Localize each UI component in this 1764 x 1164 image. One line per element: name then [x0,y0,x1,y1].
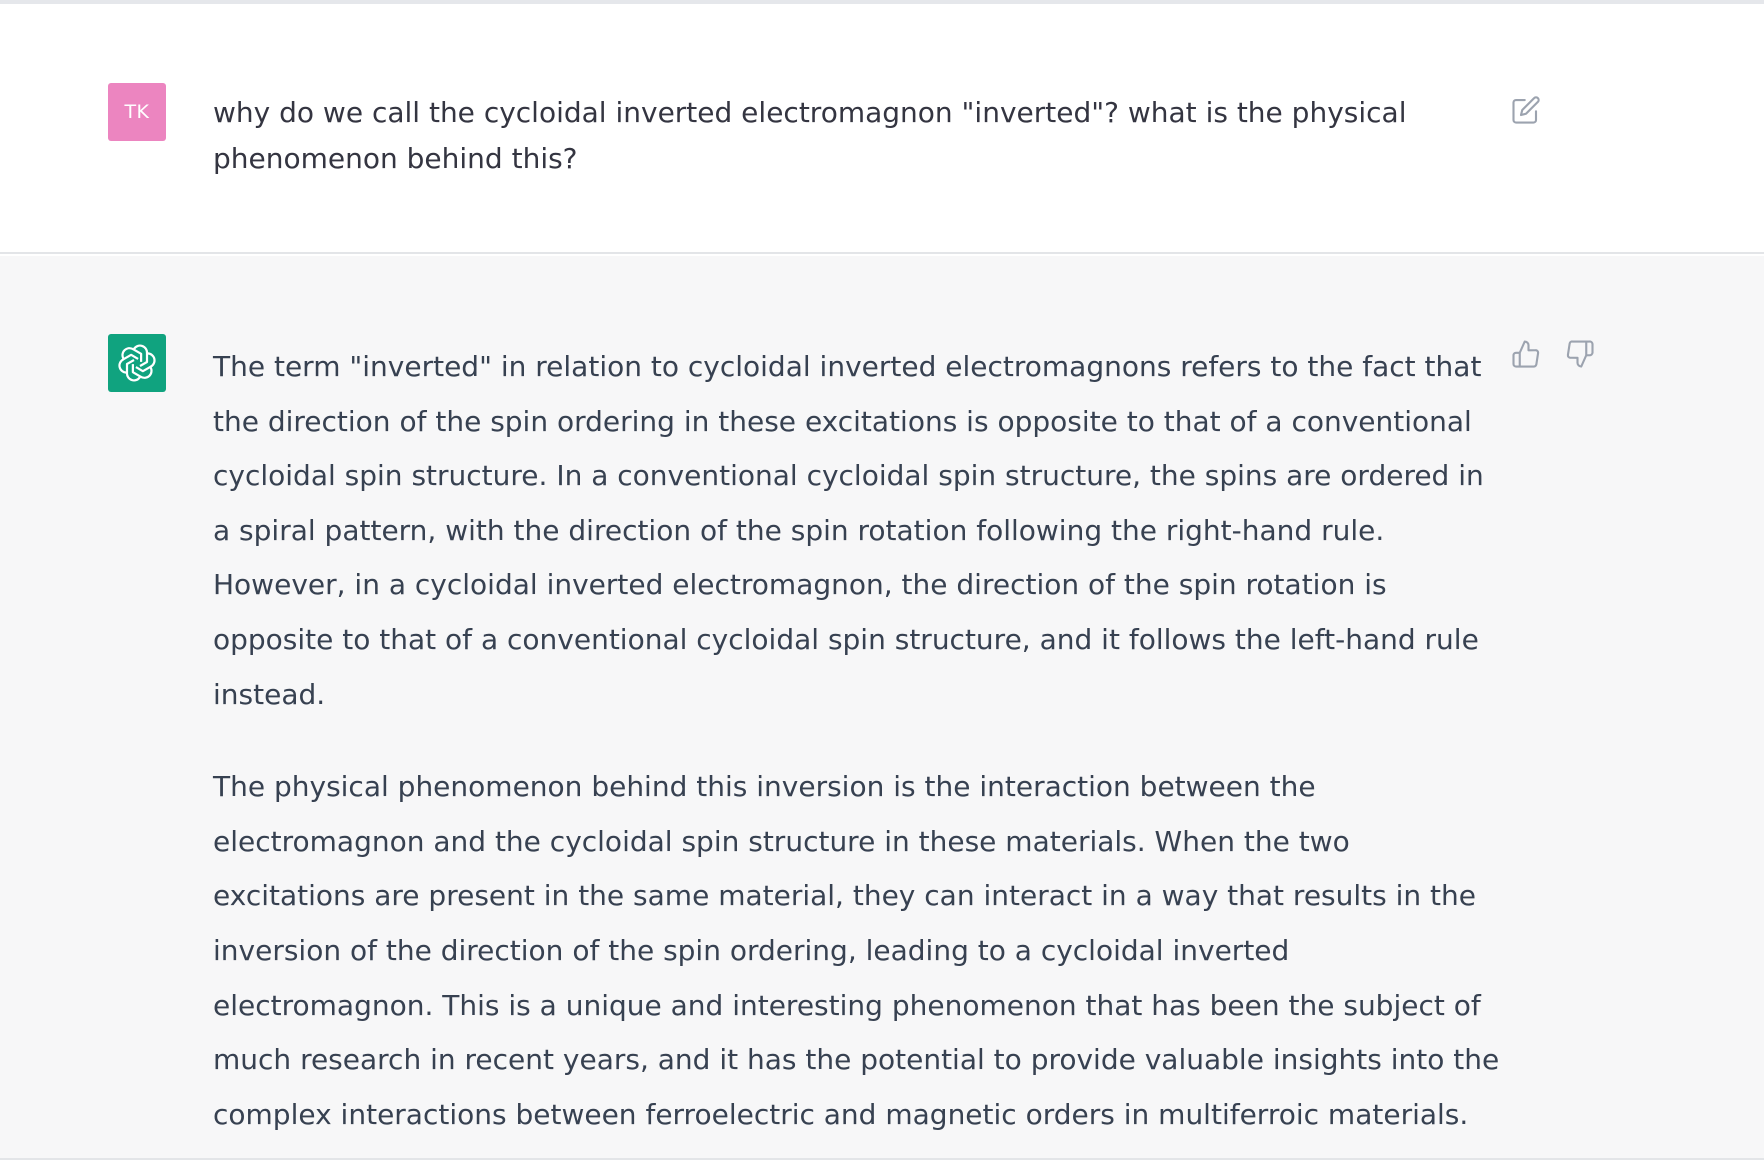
edit-icon [1511,95,1541,125]
thumbs-up-button[interactable] [1508,336,1544,372]
thumbs-up-icon [1511,339,1541,369]
edit-message-button[interactable] [1508,92,1544,128]
user-avatar [108,83,166,141]
assistant-avatar [108,334,166,392]
assistant-paragraph-1: The term "inverted" in relation to cycloidal inverted electromagnons refers to the fact that the direction of the spin ordering in these excitations is opposite to that of a conventional cycloidal spin structure. In a conventional cycloidal spin structure, the spins are ordered in a spiral pattern, with the direction of the spin rotation following the right-hand rule. However, in a cycloidal inverted electromagnon, the direction of the spin rotation is opposite to that of a conventional cycloidal spin structure, and it follows the left-hand rule instead. [213,350,1484,711]
assistant-message-row [0,256,1764,1160]
assistant-paragraph-2: The physical phenomenon behind this inversion is the interaction between the electromagnon and the cycloidal spin structure in these materials. When the two excitations are present in the same material, they can interact in a way that results in the inversion of the direction of the spin ordering, leading to a cycloidal inverted electromagnon. This is a unique and interesting phenomenon that has been the subject of much research in recent years, and it has the potential to provide valuable insights into the complex interactions between ferroelectric and magnetic orders in multiferroic materials. [213,770,1500,1131]
user-avatar-initials: TK [124,101,150,123]
user-message-row [0,4,1764,254]
user-message-text: why do we call the cycloidal inverted electromagnon "inverted"? what is the physical phenomenon behind this? [213,96,1407,175]
thumbs-down-button[interactable] [1562,336,1598,372]
openai-logo-icon [117,343,157,383]
thumbs-down-icon [1565,339,1595,369]
assistant-message-text [213,340,1503,1164]
